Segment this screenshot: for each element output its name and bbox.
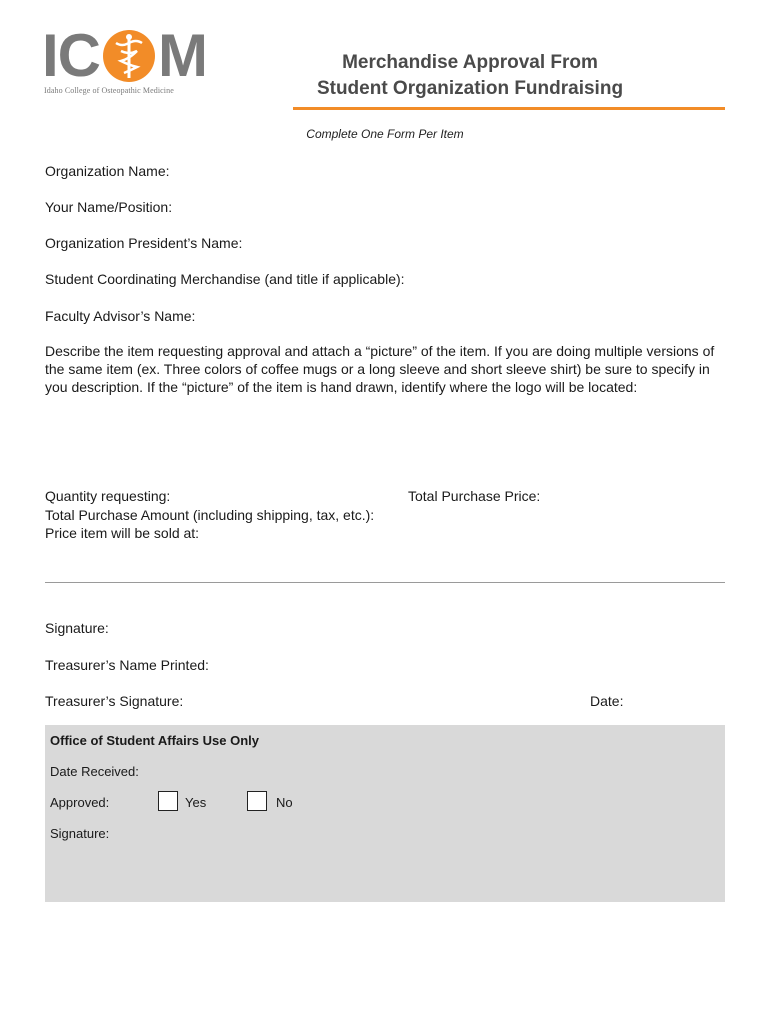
- logo-text-right: M: [158, 22, 207, 89]
- office-signature-field[interactable]: Signature:: [50, 826, 110, 841]
- coordinator-field[interactable]: Student Coordinating Merchandise (and title if applicable):: [45, 271, 405, 287]
- item-description-field[interactable]: Describe the item requesting approval and attach a “picture” of the item. If you are doing multiple versions of the same item (ex. Three colors of coffee mugs or a long sleeve and short sleeve shirt) be sure to specify in you description. If the “picture” of the item is hand drawn, identify where the logo will be located:: [45, 343, 715, 395]
- quantity-field[interactable]: Quantity requesting:: [45, 488, 171, 504]
- your-name-field[interactable]: Your Name/Position:: [45, 199, 173, 215]
- logo-text-left: IC: [42, 22, 100, 89]
- date-received-field[interactable]: Date Received:: [50, 764, 139, 779]
- approved-no-checkbox[interactable]: [247, 791, 267, 811]
- no-label: No: [276, 795, 293, 810]
- page-title: [290, 50, 650, 102]
- yes-label: Yes: [185, 795, 207, 810]
- treasurer-signature-field[interactable]: Treasurer’s Signature:: [45, 693, 184, 709]
- office-use-box: [45, 725, 725, 902]
- title-line-2: Student Organization Fundraising: [316, 78, 624, 99]
- section-divider: [45, 582, 725, 583]
- office-use-title: Office of Student Affairs Use Only: [50, 733, 259, 748]
- organization-name-field[interactable]: Organization Name:: [45, 163, 170, 179]
- approved-label: Approved:: [50, 795, 110, 810]
- orange-divider: [293, 107, 725, 110]
- title-line-1: Merchandise Approval From: [342, 52, 598, 73]
- logo-subtitle: Idaho College of Osteopathic Medicine: [44, 86, 174, 95]
- signature-field[interactable]: Signature:: [45, 620, 109, 636]
- treasurer-name-field[interactable]: Treasurer’s Name Printed:: [45, 657, 209, 673]
- faculty-advisor-field[interactable]: Faculty Advisor’s Name:: [45, 308, 196, 324]
- total-purchase-amount-field[interactable]: Total Purchase Amount (including shipping, tax, etc.):: [45, 507, 375, 523]
- total-purchase-price-field[interactable]: Total Purchase Price:: [408, 488, 541, 504]
- logo: [42, 22, 242, 100]
- sale-price-field[interactable]: Price item will be sold at:: [45, 525, 200, 541]
- form-subtitle: Complete One Form Per Item: [306, 127, 464, 141]
- date-field[interactable]: Date:: [590, 693, 624, 709]
- president-name-field[interactable]: Organization President’s Name:: [45, 235, 243, 251]
- approved-yes-checkbox[interactable]: [158, 791, 178, 811]
- caduceus-logo-icon: [102, 29, 156, 83]
